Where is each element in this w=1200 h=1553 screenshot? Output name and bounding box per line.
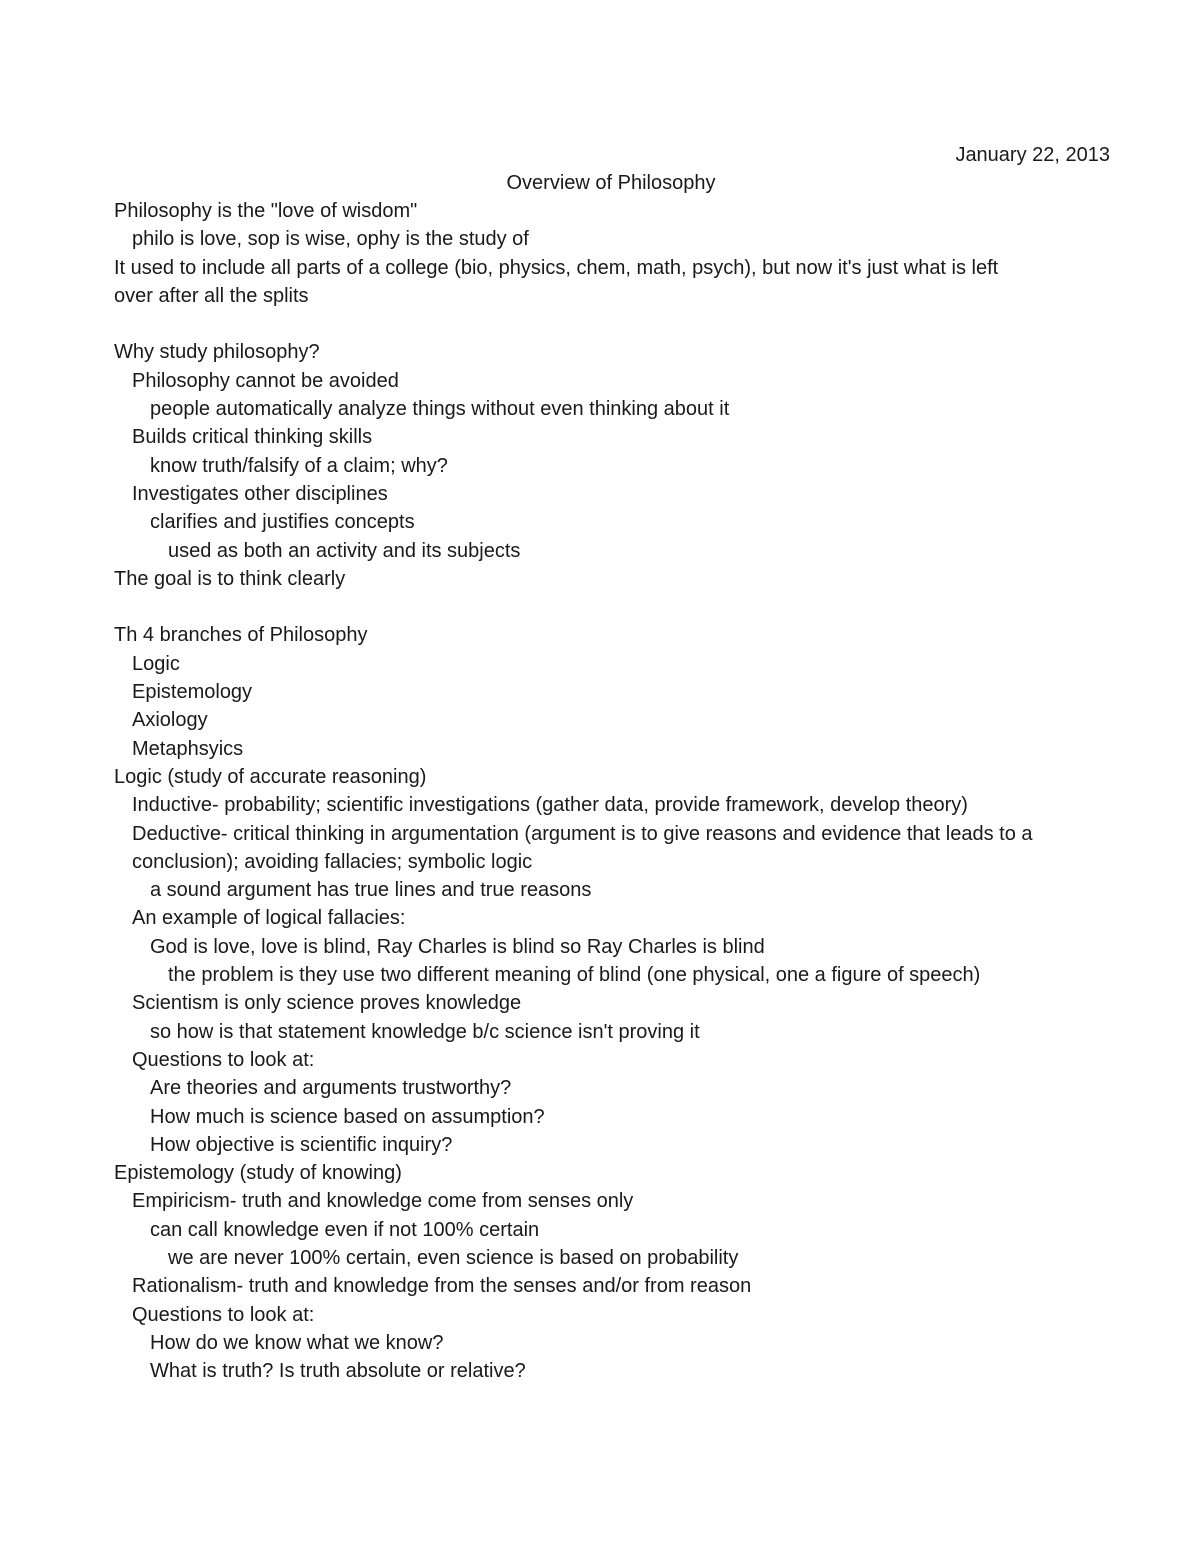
note-line: Metaphsyics [132, 737, 244, 760]
note-line: It used to include all parts of a college (bio, physics, chem, math, psych), but now it's just what is left [114, 256, 999, 279]
note-line: people automatically analyze things without even thinking about it [150, 398, 730, 421]
note-line: Logic (study of accurate reasoning) [114, 765, 427, 788]
note-line: can call knowledge even if not 100% certain [150, 1218, 540, 1241]
note-line: God is love, love is blind, Ray Charles is blind so Ray Charles is blind [150, 935, 765, 958]
note-line: Deductive- critical thinking in argumentation (argument is to give reasons and evidence that leads to a [132, 822, 1033, 845]
blank-line [114, 593, 1109, 621]
note-line: Why study philosophy? [114, 341, 320, 364]
note-line: used as both an activity and its subjects [168, 539, 521, 562]
note-line: What is truth? Is truth absolute or relative? [150, 1360, 526, 1383]
note-line: conclusion); avoiding fallacies; symbolic logic [132, 850, 533, 873]
note-line: Logic [132, 652, 180, 675]
note-line: a sound argument has true lines and true reasons [150, 879, 592, 902]
note-line: Inductive- probability; scientific investigations (gather data, provide framework, develop theory) [132, 794, 968, 817]
notes-body [114, 197, 1109, 1385]
note-line: Builds critical thinking skills [132, 426, 373, 449]
document-date: January 22, 2013 [955, 144, 1110, 166]
blank-line [114, 310, 1109, 338]
note-line: An example of logical fallacies: [132, 907, 406, 930]
note-line: Rationalism- truth and knowledge from the senses and/or from reason [132, 1275, 752, 1298]
note-line: philo is love, sop is wise, ophy is the study of [132, 228, 529, 251]
note-line: Axiology [132, 709, 208, 732]
note-line: we are never 100% certain, even science is based on probability [168, 1246, 739, 1269]
note-line: Epistemology (study of knowing) [114, 1162, 402, 1185]
document-title: Overview of Philosophy [506, 172, 716, 194]
note-line: Scientism is only science proves knowledge [132, 992, 522, 1015]
note-line: How much is science based on assumption? [150, 1105, 545, 1128]
note-line: Questions to look at: [132, 1303, 315, 1326]
note-line: The goal is to think clearly [114, 567, 346, 590]
note-line: How do we know what we know? [150, 1331, 444, 1354]
note-line: so how is that statement knowledge b/c science isn't proving it [150, 1020, 700, 1043]
note-line: Empiricism- truth and knowledge come from senses only [132, 1190, 634, 1213]
note-line: Questions to look at: [132, 1048, 315, 1071]
note-line: How objective is scientific inquiry? [150, 1133, 453, 1156]
note-line: Th 4 branches of Philosophy [114, 624, 368, 647]
note-line: Philosophy cannot be avoided [132, 369, 399, 392]
note-line: the problem is they use two different meaning of blind (one physical, one a figure of speech) [168, 964, 981, 987]
note-line: clarifies and justifies concepts [150, 511, 415, 534]
note-line: Investigates other disciplines [132, 482, 388, 505]
note-line: Epistemology [132, 681, 253, 704]
note-line: know truth/falsify of a claim; why? [150, 454, 448, 477]
note-line: Philosophy is the "love of wisdom" [114, 200, 418, 222]
note-line: over after all the splits [114, 284, 309, 307]
note-line: Are theories and arguments trustworthy? [150, 1077, 512, 1100]
